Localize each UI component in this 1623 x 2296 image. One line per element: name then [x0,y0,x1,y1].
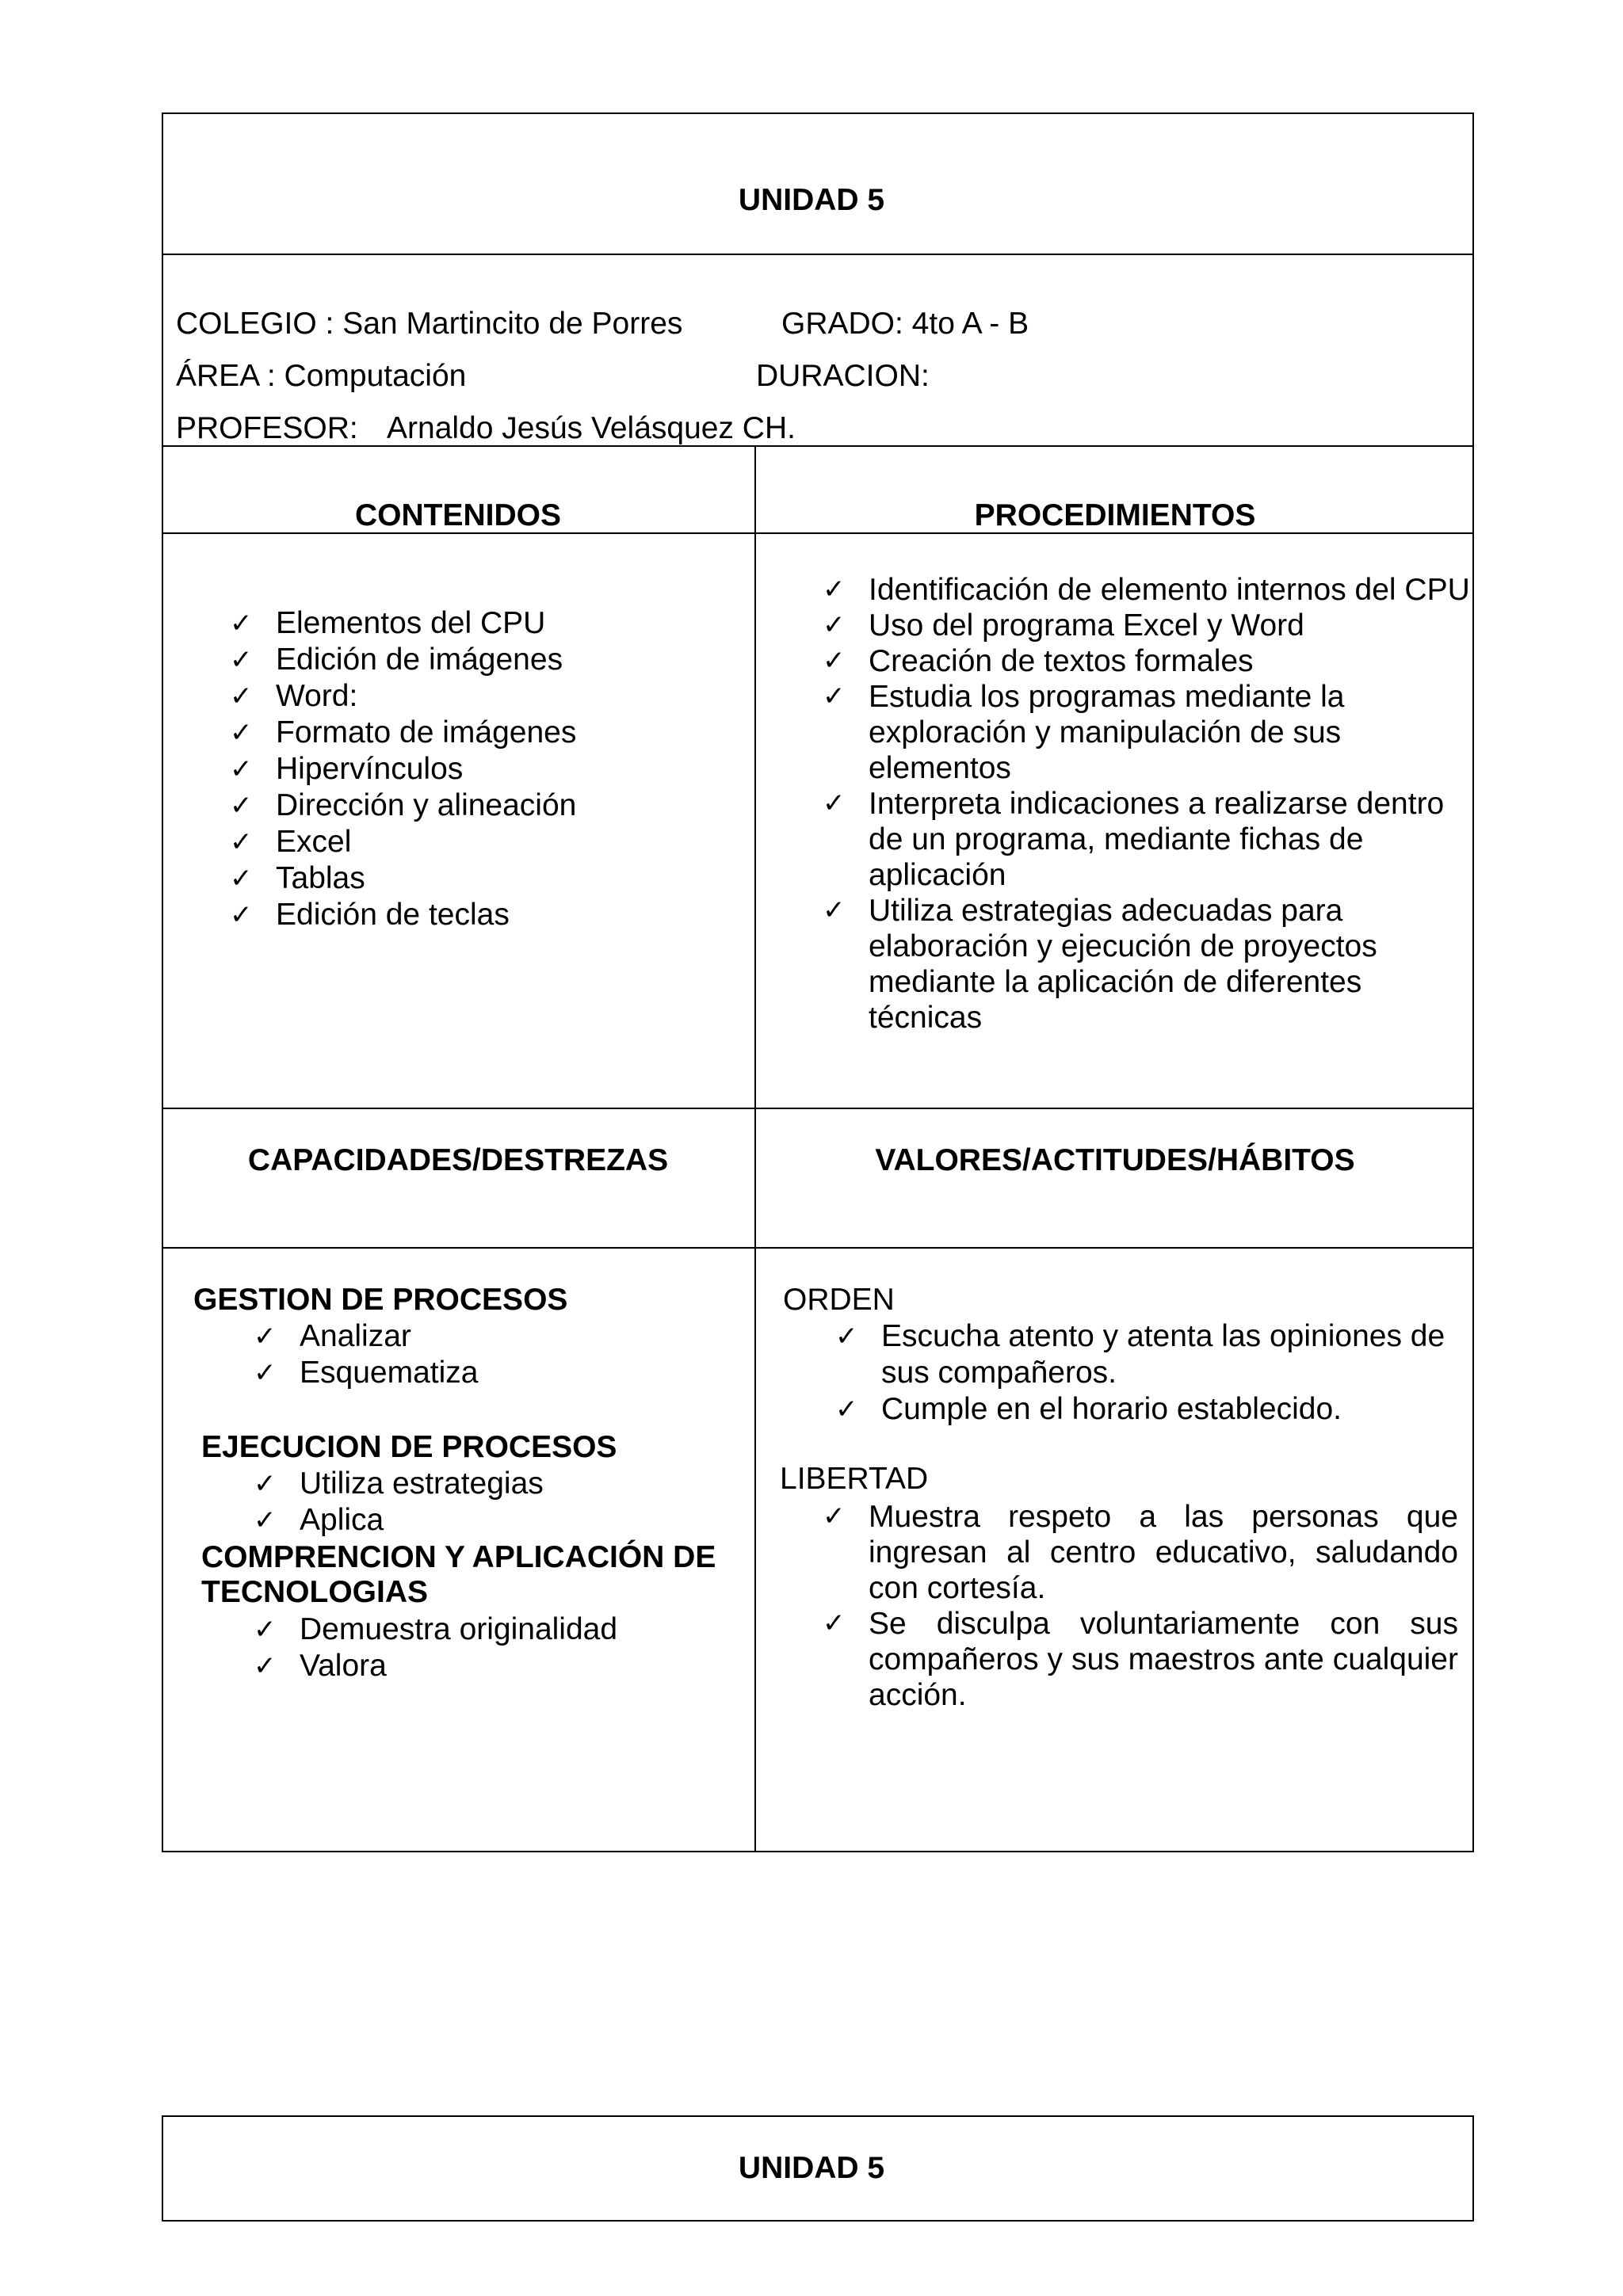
capacidades-heading: CAPACIDADES/DESTREZAS [247,1143,669,1177]
colegio-field: COLEGIO : San Martincito de Porres [176,307,683,341]
list-item: ✓ Aplica [254,1502,729,1539]
list-item: ✓ Cumple en el horario establecido. [835,1391,1445,1428]
group-title: EJECUCION DE PROCESOS [201,1430,617,1464]
list-item: ✓ Demuestra originalidad [254,1611,729,1648]
list-item: ✓ Creación de textos formales [823,643,1465,679]
list-item: ✓ Interpreta indicaciones a realizarse dentro de un programa, mediante fichas de aplicación [823,786,1465,893]
valores-list [823,1499,1458,1713]
contenidos-heading: CONTENIDOS [354,498,561,532]
list-item: ✓ Escucha atento y atenta las opiniones de sus compañeros. [835,1318,1445,1391]
page-title: UNIDAD 5 [738,183,885,217]
list-item: ✓ Dirección y alineación [230,788,737,824]
footer-title: UNIDAD 5 [738,2151,885,2185]
procedimientos-heading: PROCEDIMIENTOS [974,498,1256,532]
list-item: ✓ Utiliza estrategias [254,1466,729,1502]
valores-list [835,1318,1445,1428]
group-title: LIBERTAD [780,1462,929,1496]
list-item: ✓ Identificación de elemento internos del CPU [823,572,1465,608]
list-item: ✓ Se disculpa voluntariamente con sus compañeros y sus maestros ante cualquier acción. [823,1606,1458,1713]
profesor-name: Arnaldo Jesús Velásquez CH. [387,411,796,445]
profesor-label: PROFESOR: [176,411,358,445]
valores-heading: VALORES/ACTITUDES/HÁBITOS [875,1143,1355,1177]
list-item: ✓ Estudia los programas mediante la exploración y manipulación de sus elementos [823,679,1465,786]
divider [162,445,1474,447]
list-item: ✓ Edición de imágenes [230,642,737,678]
list-item: ✓ Uso del programa Excel y Word [823,608,1465,643]
procedimientos-list [823,572,1470,1035]
list-item: ✓ Esquematiza [254,1355,729,1391]
list-item: ✓ Elementos del CPU [230,605,737,642]
list-item: ✓ Valora [254,1648,729,1684]
list-item: ✓ Formato de imágenes [230,715,737,751]
list-item: ✓ Excel [230,824,737,860]
contenidos-list [230,605,737,933]
capacidades-list [254,1466,729,1539]
duracion-field: DURACION: [756,359,930,393]
list-item: ✓ Analizar [254,1318,729,1355]
list-item: ✓ Hipervínculos [230,751,737,788]
group-title: COMPRENCION Y APLICACIÓN DE TECNOLOGIAS [201,1540,716,1609]
list-item: ✓ Word: [230,678,737,715]
group-title: ORDEN [783,1283,895,1317]
list-item: ✓ Edición de teclas [230,897,737,933]
grado-field: GRADO: 4to A - B [781,307,1029,341]
group-title: GESTION DE PROCESOS [193,1283,568,1317]
divider [162,1108,1474,1109]
list-item: ✓ Muestra respeto a las personas que ingresan al centro educativo, saludando con cortesía. [823,1499,1458,1606]
area-field: ÁREA : Computación [176,359,467,393]
divider [162,254,1474,255]
capacidades-list [254,1611,729,1684]
capacidades-list [254,1318,729,1391]
list-item: ✓ Tablas [230,860,737,897]
divider [162,1247,1474,1249]
list-item: ✓ Utiliza estrategias adecuadas para elaboración y ejecución de proyectos mediante la aplicación de diferentes técnicas [823,893,1465,1035]
